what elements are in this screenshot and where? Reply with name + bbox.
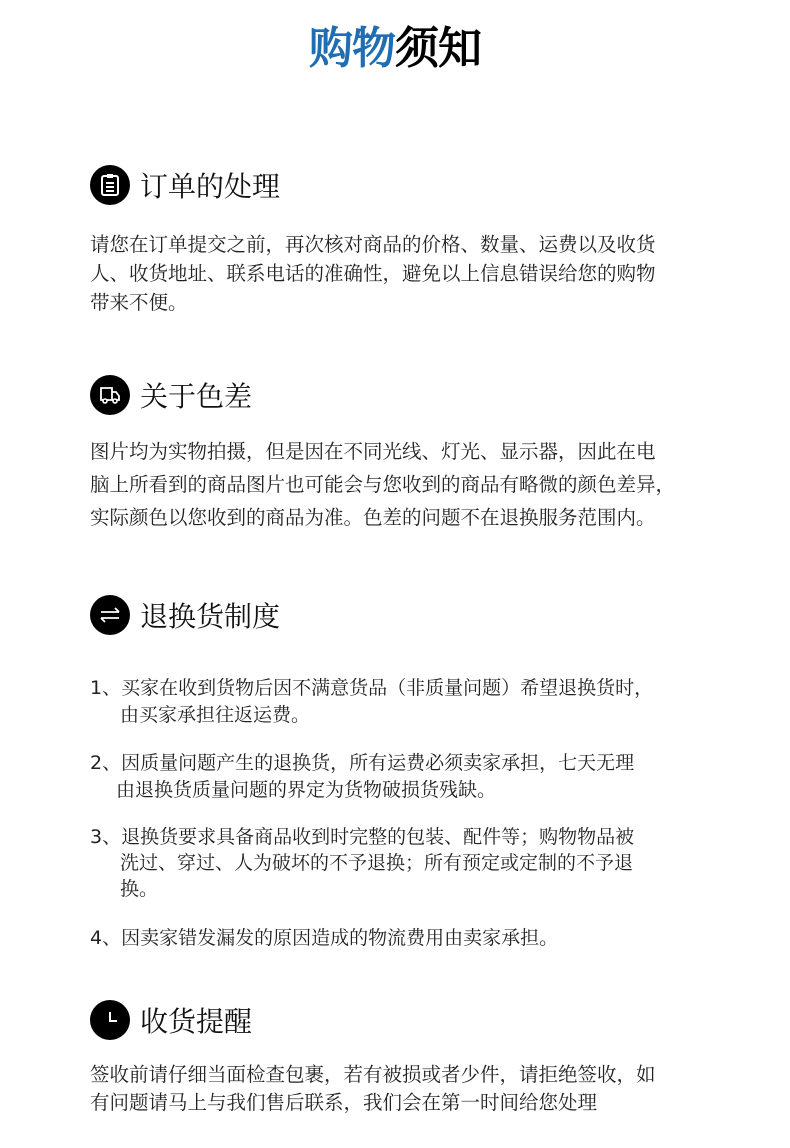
title-blue: 购物 (309, 23, 395, 74)
text-line: 洗过、穿过、人为破坏的不予退换；所有预定或定制的不予退 (120, 852, 634, 874)
order-paragraph (90, 230, 710, 317)
exchange-arrows-icon (90, 595, 130, 635)
section-heading-color (90, 375, 252, 415)
section-heading-order (90, 165, 280, 205)
text-line: 有问题请马上与我们售后联系，我们会在第一时间给您处理 (90, 1091, 598, 1114)
policy-item-4 (90, 925, 710, 952)
policy-item-1 (90, 675, 710, 729)
text-line: 签收前请仔细当面检查包裹，若有被损或者少件，请拒绝签收，如 (90, 1063, 656, 1086)
text-line: 3、退换货要求具备商品收到时完整的包装、配件等；购物物品被 (90, 826, 635, 848)
clock-icon (90, 1000, 130, 1040)
text-line: 换。 (120, 878, 159, 900)
policy-item-3 (90, 824, 710, 902)
text-line: 图片均为实物拍摄，但是因在不同光线、灯光、显示器，因此在电 (90, 440, 656, 463)
page-title (0, 12, 790, 76)
text-line: 实际颜色以您收到的商品为准。色差的问题不在退换服务范围内。 (90, 506, 656, 529)
text-line: 脑上所看到的商品图片也可能会与您收到的商品有略微的颜色差异， (90, 473, 676, 496)
text-line: 1、买家在收到货物后因不满意货品（非质量问题）希望退换货时， (90, 677, 654, 699)
text-line: 请您在订单提交之前，再次核对商品的价格、数量、运费以及收货 (90, 233, 656, 256)
policy-item-2 (90, 750, 710, 804)
truck-icon (90, 375, 130, 415)
heading-text: 收货提醒 (140, 1005, 253, 1038)
text-line: 由买家承担往返运费。 (120, 704, 311, 726)
color-paragraph (90, 435, 710, 534)
text-line: 带来不便。 (90, 291, 188, 314)
heading-text: 关于色差 (140, 380, 253, 413)
section-heading-returns (90, 595, 280, 635)
clipboard-icon (90, 165, 130, 205)
receipt-paragraph (90, 1061, 710, 1117)
text-line: 2、因质量问题产生的退换货，所有运费必须卖家承担，七天无理 (90, 752, 635, 774)
title-black: 须知 (395, 23, 481, 74)
heading-text: 订单的处理 (140, 170, 281, 203)
heading-text: 退换货制度 (140, 600, 281, 633)
text-line: 人、收货地址、联系电话的准确性，避免以上信息错误给您的购物 (90, 262, 656, 285)
text-line: 由退换货质量问题的界定为货物破损货残缺。 (116, 779, 497, 801)
text-line: 4、因卖家错发漏发的原因造成的物流费用由卖家承担。 (90, 927, 559, 949)
section-heading-receipt (90, 1000, 252, 1040)
